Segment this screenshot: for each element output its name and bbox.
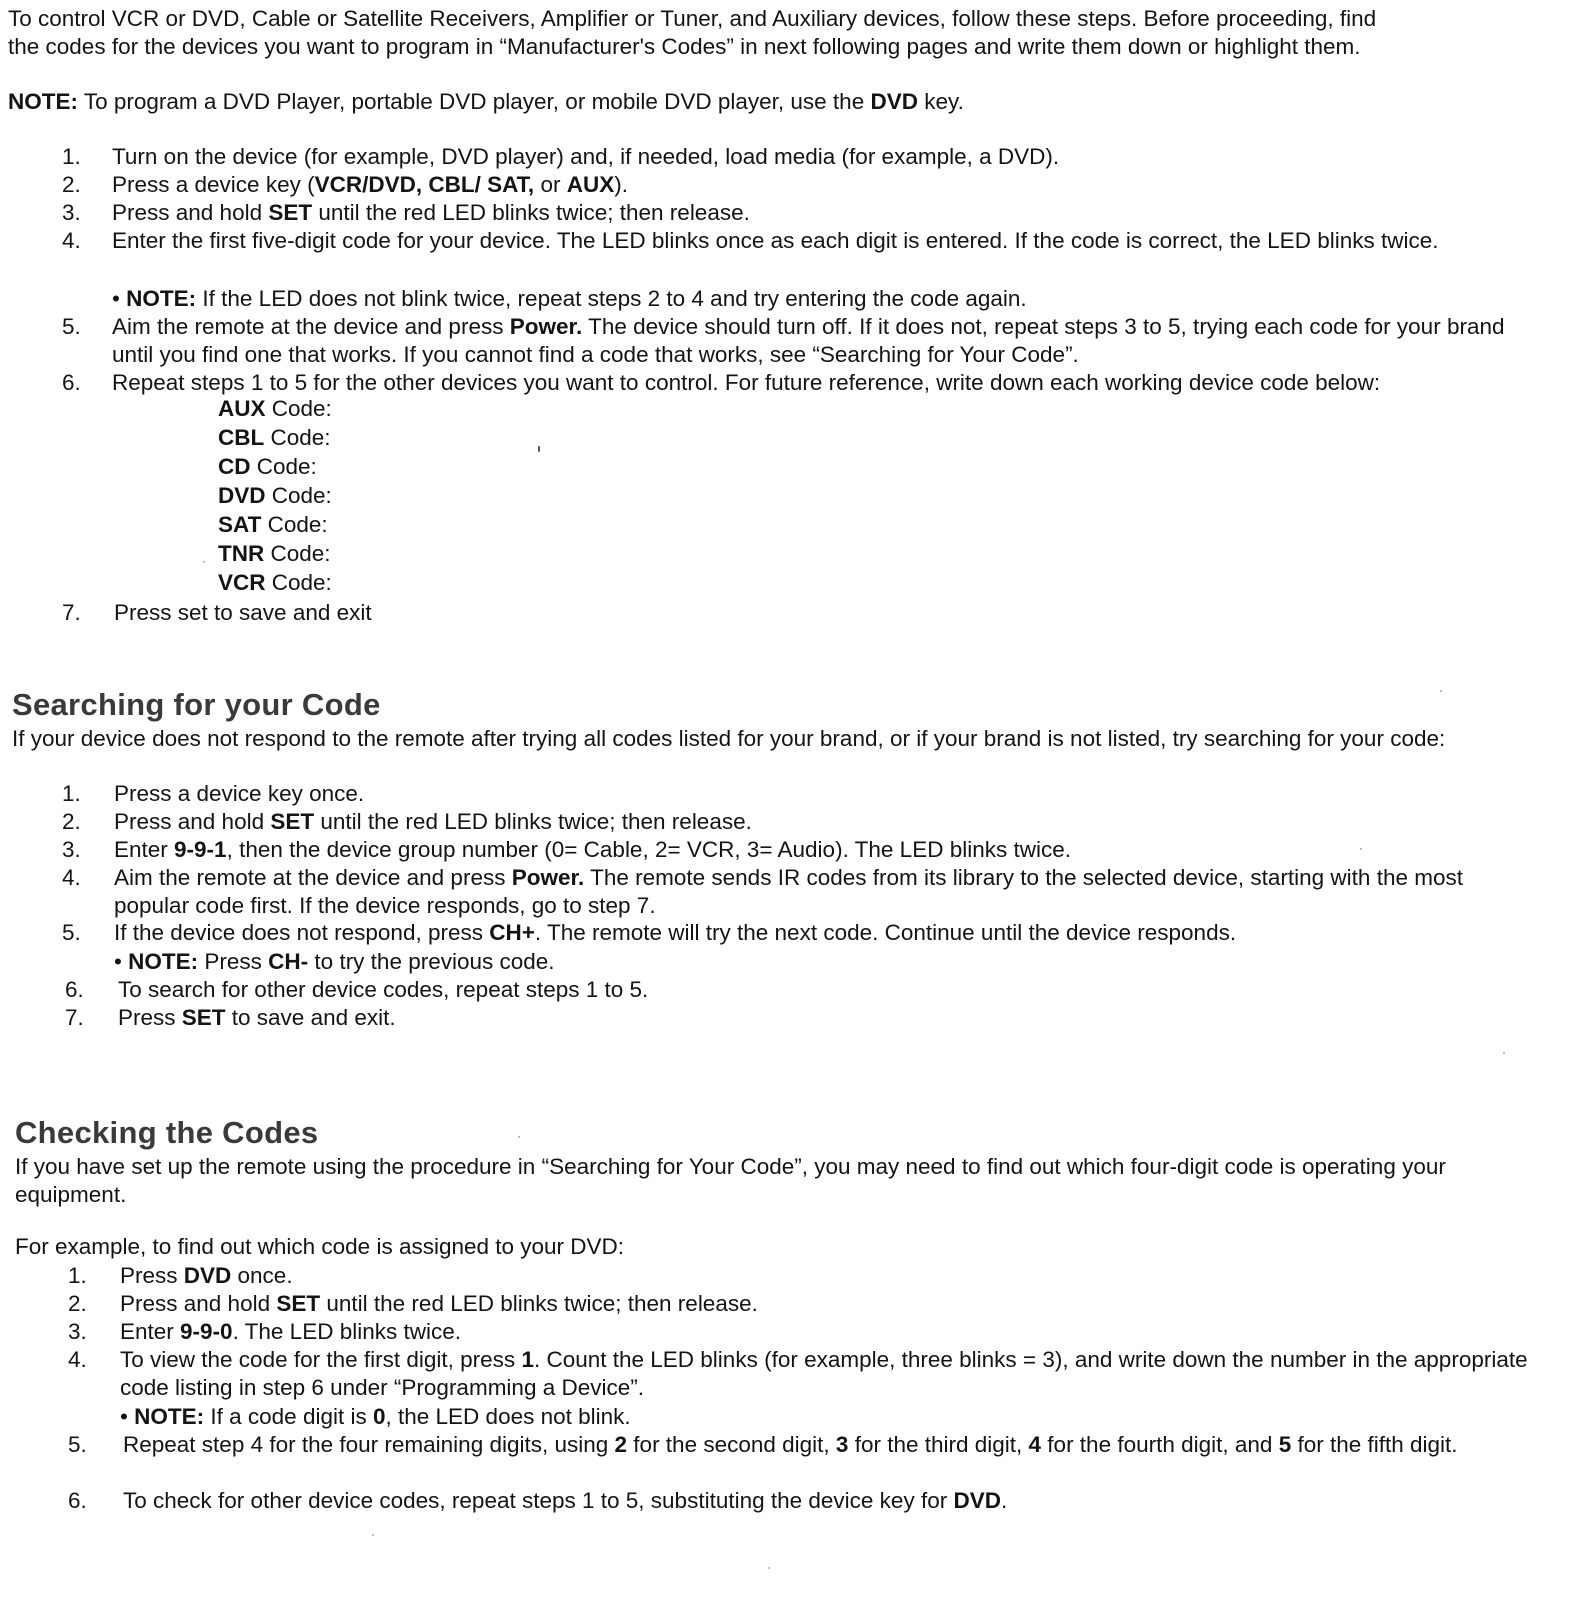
step-text-run: Aim the remote at the device and press	[112, 314, 510, 339]
searching-heading: Searching for your Code	[12, 687, 381, 722]
code-key: TNR	[218, 541, 265, 566]
step-text	[120, 1346, 1538, 1402]
code-line-dvd	[218, 485, 332, 508]
code-label: Code:	[264, 425, 331, 450]
code-label: Code:	[261, 512, 328, 537]
intro-note	[8, 91, 964, 114]
note-key: DVD	[870, 89, 918, 114]
step-text-run: .	[1000, 1488, 1008, 1513]
emphasis-text: NOTE:	[128, 949, 199, 974]
step-number: 5.	[62, 314, 81, 339]
step-text-run: to save and exit.	[225, 1005, 396, 1030]
note-text-b: key.	[917, 89, 964, 114]
emphasis-text: CH-	[268, 949, 309, 974]
emphasis-text: SET	[276, 1291, 321, 1316]
note-label: NOTE:	[8, 89, 78, 114]
emphasis-text: 4	[1028, 1432, 1042, 1457]
step-number: 6.	[65, 977, 84, 1002]
emphasis-text: NOTE:	[126, 286, 197, 311]
step-text-run: Enter the first five-digit code for your device. The LED blinks once as each digit is entered. If the code is correct, the LED blinks twice.	[112, 228, 1439, 253]
step-text-run: Aim the remote at the device and press	[114, 865, 512, 890]
step-text	[114, 948, 1532, 976]
step-text-run: Repeat steps 1 to 5 for the other devices you want to control. For future reference, write down each working device code below:	[112, 370, 1381, 395]
scan-speck	[518, 1136, 520, 1138]
step-text-run: Press and hold	[120, 1291, 277, 1316]
step-text-run: Press a device key (	[112, 172, 315, 197]
step-text-run: for the fourth digit, and	[1041, 1432, 1279, 1457]
step-text	[114, 808, 1532, 836]
emphasis-text: 9-9-0	[180, 1319, 233, 1344]
step-text-run: Press	[120, 1263, 184, 1288]
step-number: 3.	[62, 200, 81, 225]
step-text	[114, 599, 1532, 627]
step-text-run: •	[120, 1404, 135, 1429]
intro-line-2: the codes for the devices you want to program in “Manufacturer's Codes” in next following pages and write them down or highlight them.	[8, 34, 1361, 59]
step-number: 4.	[68, 1347, 87, 1372]
step-text-run: . The LED blinks twice.	[232, 1319, 461, 1344]
step-number: 5.	[68, 1432, 87, 1457]
step-number: 1.	[62, 144, 81, 169]
step-text-run: Repeat step 4 for the four remaining digits, using	[123, 1432, 615, 1457]
step-text-run: ).	[614, 172, 628, 197]
emphasis-text: VCR/DVD, CBL/ SAT,	[314, 172, 535, 197]
step-text-run: The remote sends IR codes from its library to the selected device, starting with the most popular code first. If the device responds, go to step 7.	[114, 865, 1463, 918]
code-key: CD	[218, 454, 251, 479]
step-text-run: until the red LED blinks twice; then release.	[312, 200, 750, 225]
step-number: 6.	[62, 370, 81, 395]
code-line-sat	[218, 514, 328, 537]
step-text	[114, 864, 1532, 920]
scan-speck	[203, 561, 205, 563]
step-text	[120, 1290, 1538, 1318]
emphasis-text: Power.	[509, 314, 583, 339]
checking-example: For example, to find out which code is assigned to your DVD:	[15, 1234, 625, 1259]
emphasis-text: 3	[835, 1432, 849, 1457]
step-text	[114, 919, 1532, 947]
scan-speck	[768, 1567, 770, 1569]
step-text-run: Turn on the device (for example, DVD player) and, if needed, load media (for example, a DVD).	[112, 144, 1060, 169]
step-text-run: If the LED does not blink twice, repeat steps 2 to 4 and try entering the code again.	[196, 286, 1027, 311]
step-text-run: for the second digit,	[627, 1432, 836, 1457]
step-text	[120, 1403, 1538, 1431]
step-text-run: Press and hold	[114, 809, 271, 834]
scan-speck	[1440, 690, 1442, 692]
scan-mark	[538, 446, 540, 452]
step-text	[123, 1431, 1538, 1459]
step-text	[112, 199, 1532, 227]
emphasis-text: CH+	[489, 920, 535, 945]
step-text-run: •	[112, 286, 127, 311]
emphasis-text: 2	[614, 1432, 628, 1457]
code-label: Code:	[264, 541, 331, 566]
step-text	[112, 171, 1532, 199]
step-text-run: If the device does not respond, press	[114, 920, 490, 945]
emphasis-text: SET	[268, 200, 313, 225]
step-text	[120, 1262, 1538, 1290]
code-label: Code:	[250, 454, 317, 479]
emphasis-text: Power.	[511, 865, 585, 890]
code-key: SAT	[218, 512, 262, 537]
step-text	[120, 1318, 1538, 1346]
step-number: 7.	[65, 1005, 84, 1030]
emphasis-text: 1	[521, 1347, 534, 1372]
intro-line-1: To control VCR or DVD, Cable or Satellite Receivers, Amplifier or Tuner, and Auxiliary devices, follow these steps. Before proceeding, find	[8, 6, 1377, 31]
code-line-aux	[218, 398, 332, 421]
step-number: 2.	[62, 172, 81, 197]
step-text-run: or	[534, 172, 567, 197]
step-number: 6.	[68, 1488, 87, 1513]
step-text	[114, 780, 1532, 808]
checking-heading: Checking the Codes	[15, 1115, 319, 1150]
code-label: Code:	[265, 396, 332, 421]
step-text-run: once.	[231, 1263, 293, 1288]
emphasis-text: 9-9-1	[174, 837, 227, 862]
step-text-run: To search for other device codes, repeat steps 1 to 5.	[118, 977, 649, 1002]
step-text-run: Enter	[120, 1319, 181, 1344]
code-key: VCR	[218, 570, 266, 595]
emphasis-text: NOTE:	[134, 1404, 205, 1429]
step-text	[112, 227, 1532, 255]
step-number: 4.	[62, 228, 81, 253]
emphasis-text: 5	[1278, 1432, 1292, 1457]
step-number: 4.	[62, 865, 81, 890]
step-text-run: To check for other device codes, repeat steps 1 to 5, substituting the device key for	[123, 1488, 954, 1513]
step-text	[118, 1004, 1535, 1032]
step-number: 3.	[68, 1319, 87, 1344]
step-text-run: , the LED does not blink.	[385, 1404, 631, 1429]
step-text	[112, 285, 1532, 313]
emphasis-text: SET	[270, 809, 315, 834]
note-text-a: To program a DVD Player, portable DVD player, or mobile DVD player, use the	[78, 89, 871, 114]
step-text-run: The device should turn off. If it does not, repeat steps 3 to 5, trying each code for your brand until you find one that works. If you cannot find a code that works, see “Searching for Your Code”.	[112, 314, 1505, 367]
code-label: Code:	[265, 483, 332, 508]
code-line-tnr	[218, 543, 331, 566]
step-text-run: to try the previous code.	[308, 949, 555, 974]
scan-speck	[1503, 1052, 1505, 1054]
step-text	[112, 143, 1532, 171]
step-number: 5.	[62, 920, 81, 945]
step-number: 2.	[62, 809, 81, 834]
step-text-run: To view the code for the first digit, press	[120, 1347, 522, 1372]
emphasis-text: 0	[372, 1404, 386, 1429]
scan-speck	[1360, 848, 1362, 850]
step-text-run: for the third digit,	[848, 1432, 1029, 1457]
step-text-run: . The remote will try the next code. Continue until the device responds.	[534, 920, 1237, 945]
code-label: Code:	[265, 570, 332, 595]
step-text-run: Press set to save and exit	[114, 600, 372, 625]
step-number: 1.	[62, 781, 81, 806]
step-text-run: Enter	[114, 837, 175, 862]
code-key: CBL	[218, 425, 265, 450]
code-line-cd	[218, 456, 317, 479]
code-key: AUX	[218, 396, 266, 421]
scan-speck	[372, 1534, 374, 1536]
code-key: DVD	[218, 483, 266, 508]
step-number: 7.	[62, 600, 81, 625]
emphasis-text: DVD	[183, 1263, 232, 1288]
step-text-run: Press and hold	[112, 200, 269, 225]
step-text-run: . Count the LED blinks (for example, three blinks = 3), and write down the number in the appropriate code listing in step 6 under “Programming a Device”.	[120, 1347, 1528, 1400]
step-text	[112, 313, 1532, 369]
step-text	[123, 1487, 1538, 1515]
checking-intro: If you have set up the remote using the procedure in “Searching for Your Code”, you may need to find out which four-digit code is operating your equipment.	[15, 1154, 1446, 1207]
step-text	[112, 369, 1532, 397]
emphasis-text: SET	[181, 1005, 226, 1030]
emphasis-text: DVD	[953, 1488, 1001, 1513]
searching-intro: If your device does not respond to the remote after trying all codes listed for your brand, or if your brand is not listed, try searching for your code:	[12, 726, 1446, 751]
step-number: 3.	[62, 837, 81, 862]
step-text-run: , then the device group number (0= Cable, 2= VCR, 3= Audio). The LED blinks twice.	[226, 837, 1071, 862]
code-line-cbl	[218, 427, 331, 450]
step-text-run: Press	[198, 949, 269, 974]
step-text-run: until the red LED blinks twice; then release.	[320, 1291, 758, 1316]
step-number: 1.	[68, 1263, 87, 1288]
emphasis-text: AUX	[566, 172, 615, 197]
step-text-run: •	[114, 949, 129, 974]
step-text-run: Press a device key once.	[114, 781, 365, 806]
step-text-run: If a code digit is	[204, 1404, 373, 1429]
code-line-vcr	[218, 572, 332, 595]
step-text-run: Press	[118, 1005, 182, 1030]
step-number: 2.	[68, 1291, 87, 1316]
step-text-run: for the fifth digit.	[1291, 1432, 1458, 1457]
step-text	[114, 836, 1532, 864]
step-text-run: until the red LED blinks twice; then release.	[314, 809, 752, 834]
step-text	[118, 976, 1535, 1004]
